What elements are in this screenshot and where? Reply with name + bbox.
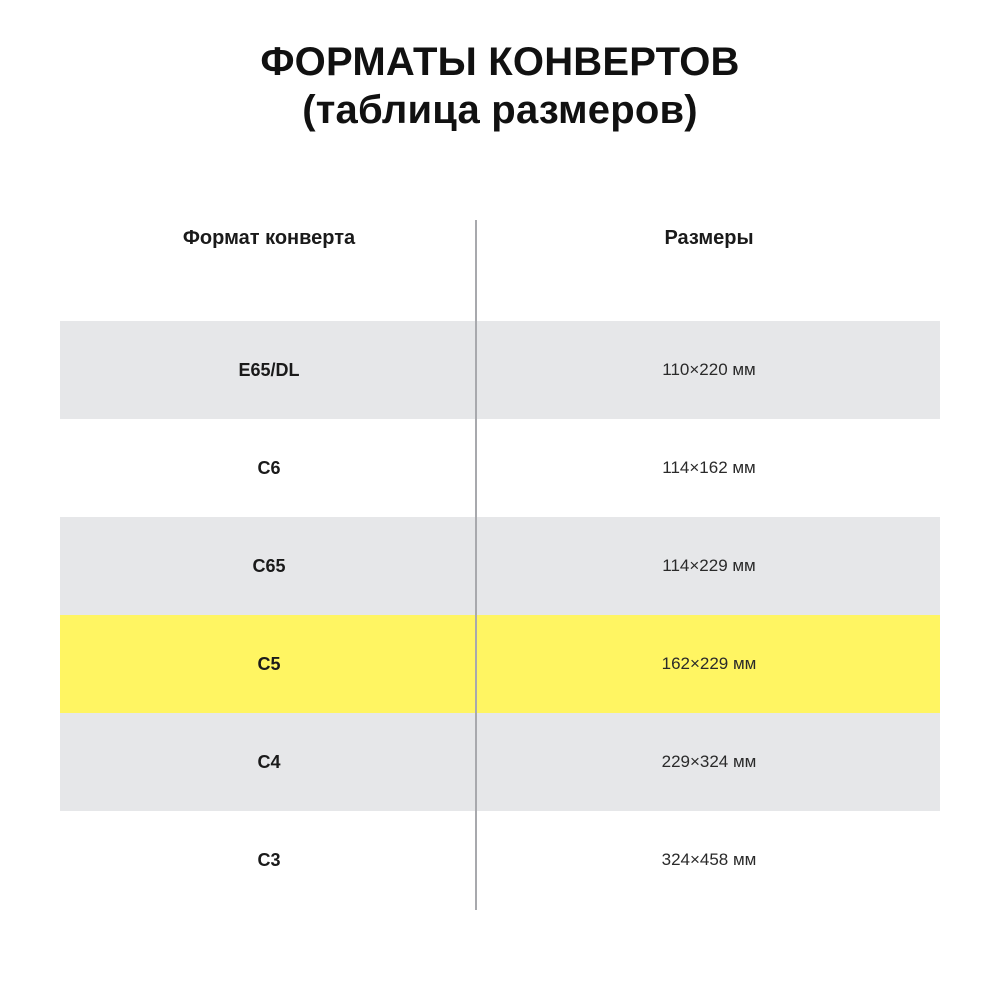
format-cell [60, 419, 478, 517]
table-body [60, 321, 940, 909]
format-cell [60, 713, 478, 811]
format-value: C5 [257, 653, 281, 674]
table-row [60, 517, 940, 615]
format-value: C65 [252, 555, 286, 576]
format-cell [60, 811, 478, 909]
size-value: 114×162 мм [662, 458, 756, 477]
size-cell [478, 321, 940, 419]
size-value: 114×229 мм [662, 556, 756, 575]
size-value: 162×229 мм [661, 654, 757, 673]
header-cell-size [478, 210, 940, 266]
envelope-size-table [60, 210, 940, 910]
table-header-row [60, 210, 940, 266]
format-value: E65/DL [238, 359, 300, 380]
table-row [60, 419, 940, 517]
format-cell [60, 615, 478, 713]
size-cell [478, 713, 940, 811]
size-cell [478, 517, 940, 615]
size-cell [478, 419, 940, 517]
column-divider [475, 220, 477, 910]
page-title [0, 38, 1000, 134]
header-cell-format [60, 210, 478, 266]
format-value: C4 [257, 751, 281, 772]
size-cell [478, 811, 940, 909]
title-line-sub: (таблица размеров) [302, 88, 698, 132]
table-row-highlighted [60, 615, 940, 713]
size-value: 229×324 мм [661, 752, 757, 771]
table-row [60, 321, 940, 419]
table-row [60, 713, 940, 811]
table-row [60, 811, 940, 909]
title-line-main: ФОРМАТЫ КОНВЕРТОВ [260, 40, 740, 84]
format-value: C6 [257, 457, 281, 478]
size-cell [478, 615, 940, 713]
header-size-label: Размеры [664, 226, 754, 249]
format-cell [60, 517, 478, 615]
size-value: 110×220 мм [662, 360, 756, 379]
header-format-label: Формат конверта [182, 226, 356, 249]
size-value: 324×458 мм [661, 850, 757, 869]
format-value: C3 [257, 849, 281, 870]
format-cell [60, 321, 478, 419]
